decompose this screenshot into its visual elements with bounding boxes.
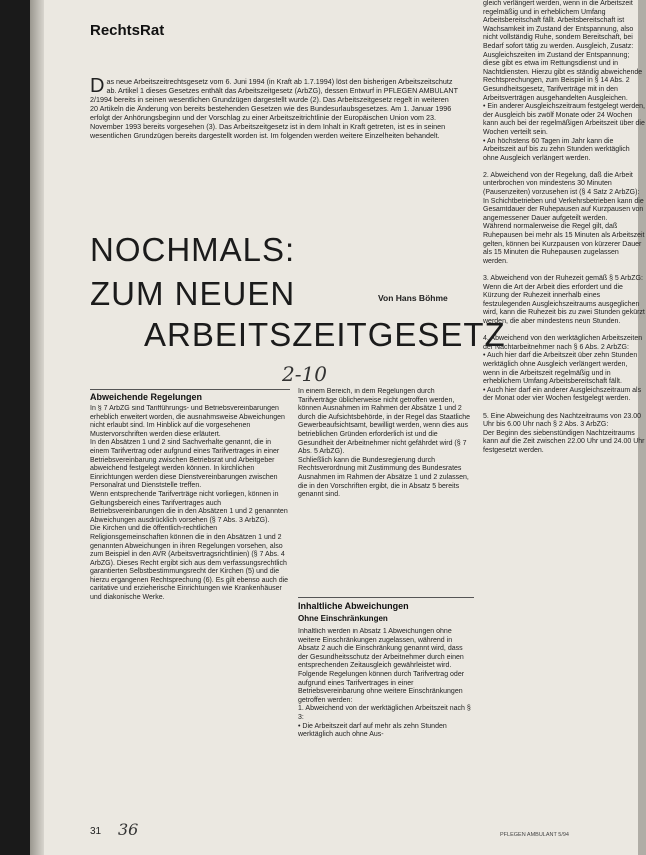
intro-paragraph <box>90 77 458 187</box>
column-3-text: gleich verlängert werden, wenn in die Arbeitszeit regelmäßig und in erheblichem Umfang Arbeitsbereitschaft fällt. Arbeitsbereitschaft ist Wachsamkeit im Zustand der Entspannung, also nicht vollständig Ruhe, sondern Bereitschaft, bei Bedarf sofort tätig zu werden. Ausgleich, Zusatz: Ausgleichszeiten im Zustand der Entspannung; diese gibt es etwa im Rettungsdienst und in Nachtdiensten. Hierzu gibt es ständig abweichende Rechtsprechungen, zum Beispiel in § 14 Abs. 2 Gesundheitsgesetz, Tarifverträge mit in den Arbeitsverträgen ausgehandelten Ausgleichen. • Ein anderer Ausgleichszeitraum festgelegt werden, der Ausgleich bis zwölf Monate oder 24 Wochen kann auch bei der regelmäßigen Arbeitszeit über die Wochen verteilt sein. • An höchstens 60 Tagen im Jahr kann die Arbeitszeit auf bis zu zehn Stunden werktäglich ohne Ausgleich verlängert werden. 2. Abweichend von der Regelung, daß die Arbeit unterbrochen von mindestens 30 Minuten (Pausenzeiten) vorzusehen ist (§ 4 Satz 2 ArbZG): In Schichtbetrieben und Verkehrsbetrieben kann die Gesamtdauer der Ruhepausen auf Kurzpausen von angemessener Dauer aufgeteilt werden. Während normalerweise die Regel gilt, daß Ruhepausen bei mehr als 15 Minuten als Arbeitszeit gelten, können bei Kurzpausen von kürzerer Dauer als 15 Minuten die Ruhepausen zugelassen werden. 3. Abweichend von der Ruhezeit gemäß § 5 ArbZG: Wenn die Art der Arbeit dies erfordert und die Kürzung der Ruhezeit innerhalb eines festzulegenden Ausgleichszeitraums ausgeglichen wird, kann die Ruhezeit bis zu zwei Stunden gekürzt werden, die aber mindestens neun Stunden. 4. Abweichend von den werktäglichen Arbeitszeiten der Nachtarbeitnehmer nach § 6 Abs. 2 ArbZG: • Auch hier darf die Arbeitszeit über zehn Stunden werktäglich ohne Ausgleich verlängert werden, wenn in die Arbeitszeit regelmäßig und in erheblichem Umfang Arbeitsbereitschaft fällt. • Auch hier darf ein anderer Ausgleichszeitraum als der Monat oder vier Wochen festgelegt werden. 5. Eine Abweichung des Nachtzeitraums von 23.00 Uhr bis 6.00 Uhr nach § 2 Abs. 3 ArbZG: Der Beginn des siebenstündigen Nachtzeitraums kann auf die Zeit zwischen 22.00 Uhr und 24.00 Uhr festgesetzt werden. <box>483 0 645 454</box>
handwritten-page-number: 36 <box>118 820 139 839</box>
section-rule <box>90 389 290 390</box>
title-line-3: ARBEITSZEITGESETZ <box>144 316 506 353</box>
page-number: 31 <box>90 826 102 837</box>
handwritten-note: 2-10 <box>282 362 327 386</box>
title-line-2: ZUM NEUEN <box>90 275 296 312</box>
column-2-text: In einem Bereich, in dem Regelungen durch Tarifverträge üblicherweise nicht getroffen werden, können Ausnahmen im Rahmen der Absätze 1 und 2 durch die Aufsichtsbehörde, in der Regel das Staatliche Gewerbeaufsichtsamt, bewilligt werden, wenn dies aus betrieblichen Gründen erforderlich ist und die Gesundheit der Arbeitnehmer nicht gefährdet wird (§ 7 Abs. 5 ArbZG). Schließlich kann die Bundesregierung durch Rechtsverordnung mit Zustimmung des Bundesrates Ausnahmen im Rahmen der Absätze 1 und 2 zulassen, die in den Vorschriften ergibt, die in Absatz 5 bereits genannt sind. <box>298 388 470 499</box>
section-heading-inhaltliche: Inhaltliche Abweichungen <box>298 601 409 611</box>
book-spine-shadow <box>30 0 44 855</box>
byline: Von Hans Böhme <box>378 293 448 303</box>
rubric-label: RechtsRat <box>90 22 165 39</box>
footer-journal: PFLEGEN AMBULANT 5/94 <box>500 832 569 838</box>
column-1-text: In § 7 ArbZG sind Tarifführungs- und Betriebsvereinbarungen erheblich erweitert worden, die ausnahmsweise Abweichungen nicht erlaubt sind. Im Hinblick auf die vorgesehenen Mustervorschriften werden diese erläutert. In den Absätzen 1 und 2 sind Sachverhalte genannt, die in einem Tarifvertrag oder aufgrund eines Tarifvertrages in einer Betriebsvereinbarung zwischen Betriebsrat und Arbeitgeber abweichend festgelegt werden können. In kirchlichen Einrichtungen werden diese Dienstvereinbarungen zwischen Personalrat und Dienststelle treffen. Wenn entsprechende Tarifverträge nicht vorliegen, können in Geltungsbereich eines Tarifvertrages auch Betriebsvereinbarungen die in den Absätzen 1 und 2 genannten Abweichungen ausdrücklich vorsehen (§ 7 Abs. 3 ArbZG). Die Kirchen und die öffentlich-rechtlichen Religionsgemeinschaften können die in den Absätzen 1 und 2 genannten Abweichungen in ihren Regelungen vorsehen, also zum Beispiel in den AVR (Arbeitsvertragsrichtlinien) (§ 7 Abs. 4 ArbZG). Dieses Recht ergibt sich aus dem verfassungsrechtlich garantierten Selbstbestimmungsrecht der Kirchen (5) und die hierzu ergangenen Rechtsprechung (6). Es gilt ebenso auch die caritative und erzieherische Einrichtungen wie Krankenhäuser und diakonische Werke. <box>90 405 289 602</box>
page <box>30 0 646 855</box>
subheading-einschraenkungen: Ohne Einschränkungen <box>298 614 388 623</box>
section-rule-2 <box>298 597 474 598</box>
intro-text: as neue Arbeitszeitrechtsgesetz vom 6. Juni 1994 (in Kraft ab 1.7.1994) löst den bisherigen Arbeitszeitschutz ab. Artikel 1 dieses Gesetzes enthält das Arbeitszeitgesetz (ArbZG), dessen Entwurf in PFLEGEN AMBULANT 2/1994 bereits in seinen wesentlichen Grundzügen dargestellt wurde (2). Das Arbeitszeitgesetz regelt in weiteren 20 Artikeln die Änderung von bereits bestehenden Gesetzen wie des Bundesurlaubsgesetzes. Am 1. Januar 1996 erfolgt der Anhörungsbeginn und der Vorschlag zu einer Arbeitszeitrichtlinie der Europäischen Union vom 23. November 1993 bereits vorgesehen (3). Das Arbeitszeitgesetz ist in dem Inhalt in Kraft getreten, ist es in seinen wesentlichen Grundzügen bereits dargestellt worden ist. Im folgenden werden weitere Einzelheiten behandelt. <box>90 77 458 140</box>
column-2-continuation-text: Inhaltlich werden in Absatz 1 Abweichungen ohne weitere Einschränkungen zugelassen, während in Absatz 2 auch die Einschränkung genannt wird, dass der Gesundheitsschutz der Arbeitnehmer durch einen entsprechenden Zeitausgleich gewährleistet wird. Folgende Regelungen können durch Tarifvertrag oder aufgrund eines Tarifvertrages in einer Betriebsvereinbarung ohne weitere Einschränkungen getroffen werden: 1. Abweichend von der werktäglichen Arbeitszeit nach § 3: • Die Arbeitszeit darf auf mehr als zehn Stunden werktäglich auch ohne Aus- <box>298 628 471 739</box>
drop-cap: D <box>90 77 105 97</box>
title-line-1: NOCHMALS: <box>90 231 296 268</box>
section-heading-abweichende: Abweichende Regelungen <box>90 392 203 402</box>
